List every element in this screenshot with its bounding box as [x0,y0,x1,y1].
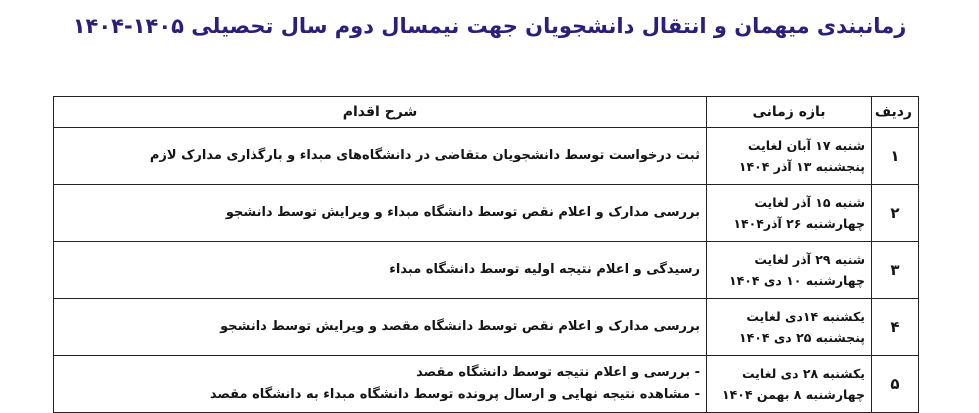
action-text: بررسی مدارک و اعلام نقص توسط دانشگاه مبداء و ویرایش توسط دانشجو [225,205,700,220]
page-title: زمانبندی میهمان و انتقال دانشجویان جهت نیمسال دوم سال تحصیلی ۱۴۰۵-۱۴۰۴ [72,14,907,38]
period-start: شنبه ۱۵ آذر لغایت [754,195,865,210]
period-end: پنجشنبه ۲۵ دی ۱۴۰۴ [738,330,865,345]
row-number: ۵ [872,356,919,413]
action-cell [54,356,707,413]
period-end: چهارشنبه ۲۶ آذر۱۴۰۴ [733,216,865,231]
period-end: چهارشنبه ۸ بهمن ۱۴۰۴ [721,387,865,402]
time-period-cell [707,356,872,413]
period-start: شنبه ۱۷ آبان لغایت [747,138,865,153]
action-cell [54,128,707,185]
schedule-table [53,96,919,413]
table-row [54,242,919,299]
table-header-row [54,97,919,128]
table-row [54,299,919,356]
action-text: - بررسی و اعلام نتیجه توسط دانشگاه مقصد [416,365,700,380]
row-number: ۱ [872,128,919,185]
action-cell [54,242,707,299]
action-text-secondary: - مشاهده نتیجه نهایی و ارسال پرونده توسط دانشگاه مبداء به دانشگاه مقصد [209,387,700,402]
action-cell [54,299,707,356]
row-number: ۲ [872,185,919,242]
time-period-cell [707,128,872,185]
table-row [54,185,919,242]
period-start: شنبه ۲۹ آذر لغایت [754,252,865,267]
period-start: یکشنبه ۲۸ دی لغایت [741,366,865,381]
action-text: بررسی مدارک و اعلام نقص توسط دانشگاه مقصد و ویرایش توسط دانشجو [220,319,700,334]
header-time-period: بازه زمانی [707,97,872,128]
action-cell [54,185,707,242]
row-number: ۳ [872,242,919,299]
table-row [54,128,919,185]
period-start: یکشنبه ۱۴دی لغایت [746,309,865,324]
time-period-cell [707,242,872,299]
row-number: ۴ [872,299,919,356]
period-end: چهارشنبه ۱۰ دی ۱۴۰۴ [729,273,865,288]
action-text: ثبت درخواست توسط دانشجویان متقاضی در دانشگاه‌های مبداء و بارگذاری مدارک لازم [149,148,700,163]
table-row [54,356,919,413]
action-text: رسیدگی و اعلام نتیجه اولیه توسط دانشگاه مبداء [389,262,700,277]
header-action-description: شرح اقدام [54,97,707,128]
header-row-number: ردیف [872,97,919,128]
time-period-cell [707,299,872,356]
time-period-cell [707,185,872,242]
period-end: پنجشنبه ۱۳ آذر ۱۴۰۴ [738,159,865,174]
